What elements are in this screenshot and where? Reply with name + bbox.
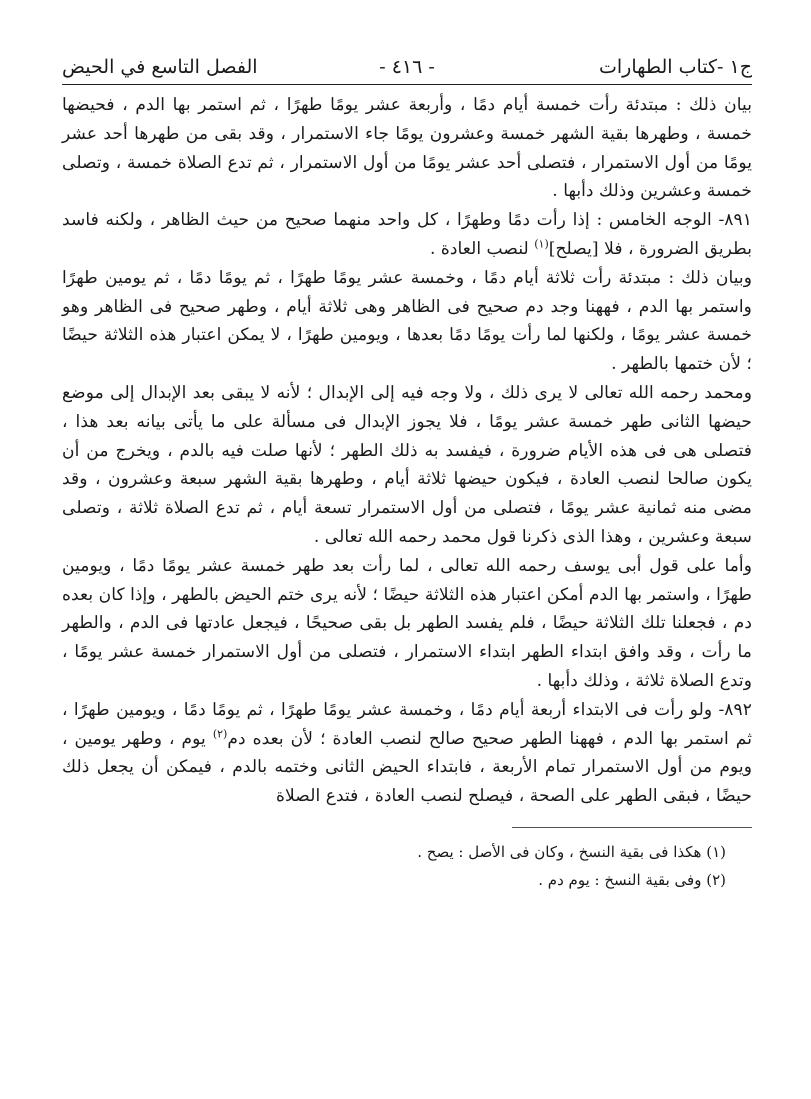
main-text <box>62 91 752 811</box>
footnotes <box>62 838 752 894</box>
footnote: (٢) وفى بقية النسخ : يوم دم . <box>538 870 726 889</box>
running-header <box>62 48 752 85</box>
paragraph <box>62 206 752 264</box>
paragraph-text: يوم ، وطهر يومين ، ويوم من أول الاستمرار تمام الأربعة ، فابتداء الحيض الثانى وختمه بالدم ، فيمكن أن يجعل ذلك حيضًا ، فبقى الطهر على الصحة ، فيصلح لنصب العادة ، فتدع الصلاة <box>62 728 752 807</box>
footnote: (١) هكذا فى بقية النسخ ، وكان فى الأصل : يصح . <box>417 842 726 861</box>
paragraph-text: لنصب العادة . <box>429 238 535 259</box>
paragraph: ومحمد رحمه الله تعالى لا يرى ذلك ، ولا وجه فيه إلى الإبدال ؛ لأنه لا يبقى بعد الإبدال إلى موضع حيضها الثانى طهر خمسة عشر يومًا ، فلا يجوز الإبدال فى مسألة على ما يأتى بيانه بعد هذا ، فتصلى هى فى هذه الأيام ضرورة ، فيفسد به ذلك الطهر ؛ لأنها صلت فيه بالدم ، ويخرج من أن يكون صالحا لنصب العادة ، فيكون حيضها ثلاثة أيام ، وطهرها بقية الشهر سبعة وعشرون ، وقد مضى منه ثمانية عشر يومًا ، فتصلى من أول الاستمرار تسعة أيام ، ثم تدع الصلاة ثلاثة ، وتصلى سبعة وعشرين ، وهذا الذى ذكرنا قول محمد رحمه الله تعالى . <box>62 382 752 547</box>
paragraph <box>62 696 752 811</box>
footnote-divider <box>512 827 752 828</box>
paragraph: بيان ذلك : مبتدئة رأت خمسة أيام دمًا ، وأربعة عشر يومًا طهرًا ، ثم استمر بها الدم ، فحيضها خمسة ، وطهرها بقية الشهر خمسة وعشرون يومًا جاء الاستمرار ، وقد بقى من طهرها أحد عشر يومًا من أول الاستمرار ، فتصلى أحد عشر يومًا من أول الاستمرار ، ثم تدع الصلاة خمسة ، وتصلى خمسة وعشرين وذلك دأبها . <box>62 95 752 202</box>
page-number: - ٤١٦ - <box>379 56 435 78</box>
paragraph-text: ٨٩١- الوجه الخامس : إذا رأت دمًا وطهرًا ، كل واحد منهما صحيح من حيث الظاهر ، ولكنه فاسد بطريق الضرورة ، فلا [يصلح] <box>62 210 752 259</box>
paragraph: وأما على قول أبى يوسف رحمه الله تعالى ، لما رأت بعد طهر خمسة عشر يومًا دمًا ، ويومين طهرًا ، واستمر بها الدم أمكن اعتبار هذه الثلاثة حيضًا ؛ لأنه يرى ختم الحيض بالطهر ، وإذا كان بعده دم ، فجعلنا تلك الثلاثة حيضًا ، فلم يفسد الطهر بل بقى صحيحًا ، فيجعل عادتها فى الدم ، والطهر ما رأت ، وقد وافق ابتداء الطهر ابتداء الاستمرار ، فتصلى من أول الاستمرار خمسة عشر يومًا ، وتدع الصلاة ثلاثة ، وذلك دأبها . <box>62 555 752 691</box>
header-chapter-title: الفصل التاسع في الحيض <box>62 56 258 78</box>
footnote-marker: (٢) <box>212 726 228 740</box>
header-volume-book: ج١ -كتاب الطهارات <box>599 56 752 78</box>
book-page <box>62 48 752 1078</box>
paragraph-text: ٨٩٢- ولو رأت فى الابتداء أربعة أيام دمًا ، وخمسة عشر يومًا طهرًا ، ثم يومًا دمًا ، ويومين طهرًا ، ثم استمر بها الدم ، فههنا الطهر صحيح صالح لنصب العادة ؛ لأن بعده دم <box>62 699 752 749</box>
paragraph: وبيان ذلك : مبتدئة رأت ثلاثة أيام دمًا ، وخمسة عشر يومًا طهرًا ، ثم يومًا دمًا ، ثم يومين طهرًا واستمر بها الدم ، فههنا وجد دم صحيح فى الظاهر وهى ثلاثة أيام ، وطهر صحيح فى الظاهر وهو خمسة عشر يومًا ، ولكنها لما رأت يومًا دمًا بعدها ، ويومين طهرًا ، لا يمكن اعتبار هذه الثلاثة حيضًا ؛ لأن ختمها بالطهر . <box>62 267 752 375</box>
footnote-marker: (١) <box>534 237 549 251</box>
